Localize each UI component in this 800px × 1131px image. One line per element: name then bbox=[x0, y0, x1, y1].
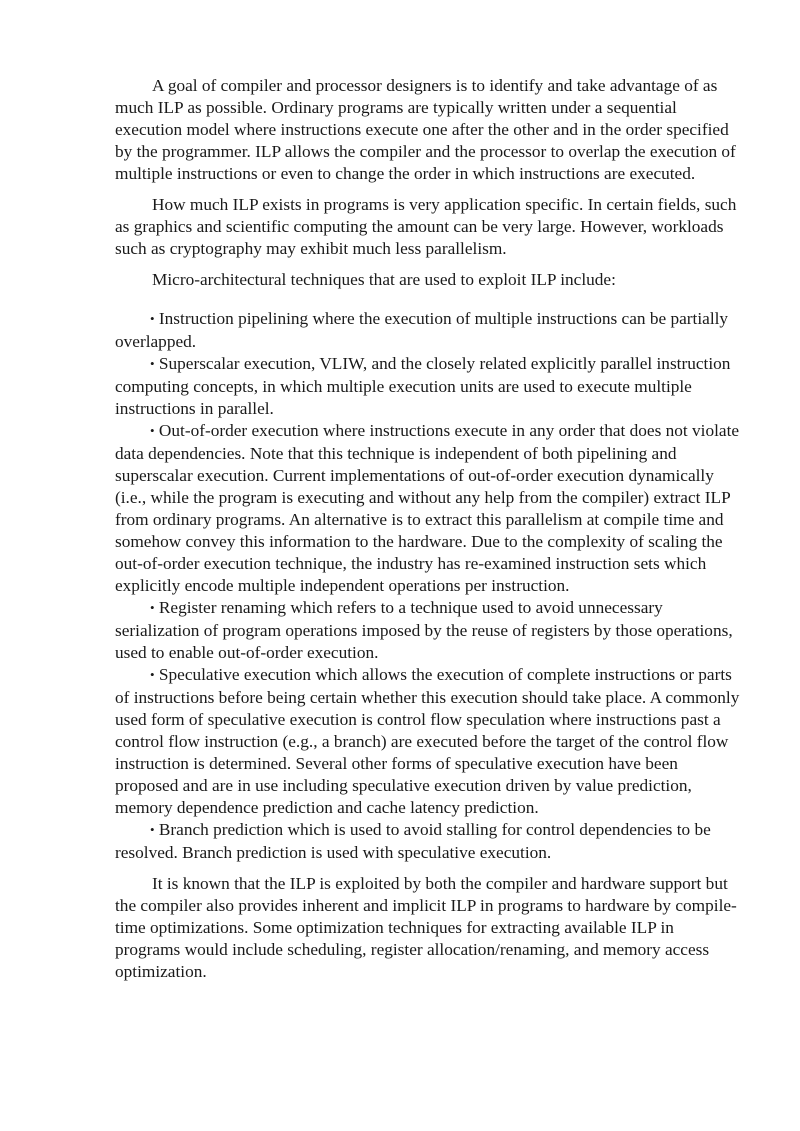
paragraph-techniques-heading: Micro-architectural techniques that are used to exploit ILP include: bbox=[152, 270, 616, 289]
document-page bbox=[115, 75, 743, 983]
list-item bbox=[115, 819, 743, 864]
bullet-icon: • bbox=[150, 667, 155, 682]
list-item-text: Instruction pipelining where the execution of multiple instructions can be partially overlapped. bbox=[115, 309, 729, 351]
list-item-text: Register renaming which refers to a technique used to avoid unnecessary serialization of program operations imposed by the reuse of registers by those operations, used to enable out-of-order execution. bbox=[115, 598, 733, 662]
list-item-text: Branch prediction which is used to avoid stalling for control dependencies to be resolved. Branch prediction is used with speculative execution. bbox=[115, 820, 711, 862]
bullet-icon: • bbox=[150, 356, 155, 371]
bullet-icon: • bbox=[150, 822, 155, 837]
techniques-list bbox=[115, 308, 743, 864]
list-item bbox=[115, 420, 743, 597]
list-item bbox=[115, 597, 743, 664]
paragraph-ilp-amount: How much ILP exists in programs is very application specific. In certain fields, such as graphics and scientific computing the amount can be very large. However, workloads such as cryptography may exhibit much less parallelism. bbox=[115, 195, 737, 258]
paragraph-conclusion: It is known that the ILP is exploited by both the compiler and hardware support but the compiler also provides inherent and implicit ILP in programs to hardware by compile-time optimizations. Some optimization techniques for extracting available ILP in programs would include scheduling, register allocation/renaming, and memory access optimization. bbox=[115, 874, 737, 981]
bullet-icon: • bbox=[150, 423, 155, 438]
list-item-text: Speculative execution which allows the execution of complete instructions or parts of instructions before being certain whether this execution should take place. A commonly used form of speculative execution is control flow speculation where instructions past a control flow instruction (e.g., a branch) are executed before the target of the control flow instruction is determined. Several other forms of speculative execution have been proposed and are in use including speculative execution driven by value prediction, memory dependence prediction and cache latency prediction. bbox=[115, 665, 740, 817]
list-item-text: Superscalar execution, VLIW, and the closely related explicitly parallel instruction computing concepts, in which multiple execution units are used to execute multiple instructions in parallel. bbox=[115, 354, 731, 418]
list-item bbox=[115, 308, 743, 353]
list-item bbox=[115, 664, 743, 819]
bullet-icon: • bbox=[150, 600, 155, 615]
list-item-text: Out-of-order execution where instructions execute in any order that does not violate data dependencies. Note that this technique is independent of both pipelining and superscalar execution. Current implementations of out-of-order execution dynamically (i.e., while the program is executing and without any help from the compiler) extract ILP from ordinary programs. An alternative is to extract this parallelism at compile time and somehow convey this information to the hardware. Due to the complexity of scaling the out-of-order execution technique, the industry has re-examined instruction sets which explicitly encode multiple independent operations per instruction. bbox=[115, 421, 740, 595]
bullet-icon: • bbox=[150, 311, 155, 326]
list-item bbox=[115, 353, 743, 420]
paragraph-intro: A goal of compiler and processor designers is to identify and take advantage of as much ILP as possible. Ordinary programs are typically written under a sequential execution model where instructions execute one after the other and in the order specified by the programmer. ILP allows the compiler and the processor to overlap the execution of multiple instructions or even to change the order in which instructions are executed. bbox=[115, 76, 736, 183]
